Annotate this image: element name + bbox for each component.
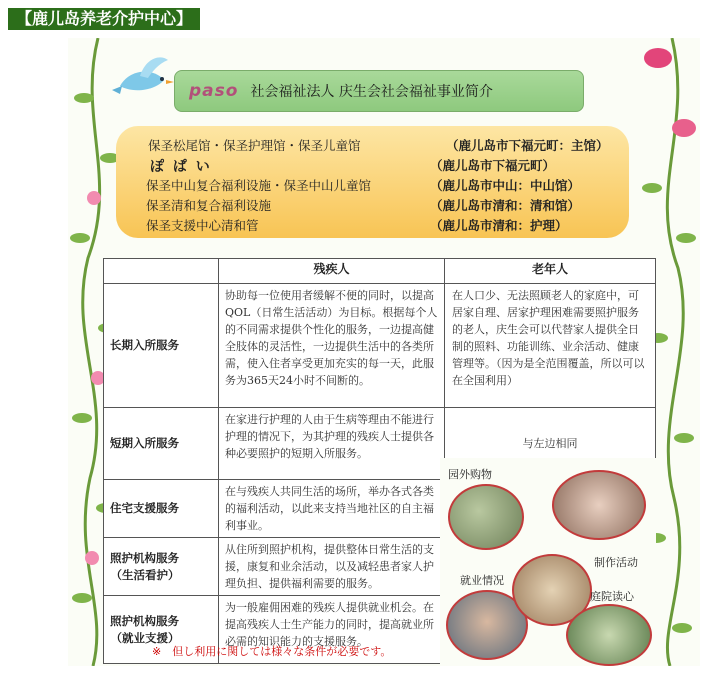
row-label: 短期入所服务 bbox=[104, 408, 219, 480]
bird-icon bbox=[110, 46, 180, 104]
disabled-service-desc: 协助每一位使用者缓解不便的同时，以提高QOL（日常生活活动）为目标。根据每个人的不同需求提供个性化的服务，一边提高健全肢体的灵活性，一边提供生活中的各类所需，使入住者享受更加充实的每一天，此服务为365天24小时不间断的。 bbox=[219, 284, 445, 408]
facility-location: （鹿儿岛市清和：护理） bbox=[430, 218, 568, 233]
shopping-photo bbox=[448, 484, 524, 550]
flyer bbox=[68, 38, 700, 666]
row-sublabel: （就业支援） bbox=[110, 630, 180, 645]
column-header bbox=[104, 259, 219, 284]
activity-photos bbox=[440, 458, 656, 666]
facility-row bbox=[116, 136, 629, 156]
footnote: ※ 但し利用に関しては様々な条件が必要です。 bbox=[152, 645, 392, 658]
disabled-service-desc: 从住所到照护机构，提供整体日常生活的支援，康复和业余活动，以及减轻患者家人护理负担、提供福利需要的服务。 bbox=[219, 538, 445, 596]
row-sublabel: （生活看护） bbox=[110, 567, 180, 582]
photo-caption: 制作活动 bbox=[594, 556, 638, 569]
facility-list bbox=[116, 126, 629, 238]
facility-name: 保圣中山复合福利设施・保圣中山儿童馆 bbox=[146, 178, 372, 193]
disabled-service-desc: 在与残疾人共同生活的场所，举办各式各类的福利活动，以此来支持当地社区的自主福利事业。 bbox=[219, 480, 445, 538]
facility-row bbox=[116, 196, 629, 216]
facility-name: 保圣松尾馆・保圣护理馆・保圣儿童馆 bbox=[148, 138, 361, 153]
page-header: 【鹿儿岛养老介护中心】 bbox=[8, 8, 200, 30]
facility-name: 保圣清和复合福利设施 bbox=[146, 198, 272, 213]
disabled-service-desc: 为一般雇佣困难的残疾人提供就业机会。在提高残疾人士生产能力的同时，提高就业所必需的知识能力的支援服务。 bbox=[219, 596, 445, 664]
elderly-service-desc: 在人口少、无法照顾老人的家庭中，可居家自理、居家护理困难需要照护服务的老人，庆生会可以代替家人提供全日制的照料、功能训练、业余活动、健康管理等。（因为是全范围覆盖，所以可以在全国利用） bbox=[445, 284, 656, 408]
row-label: 长期入所服务 bbox=[104, 284, 219, 408]
photo-caption: 庭院读心 bbox=[590, 590, 634, 603]
title-banner bbox=[174, 70, 584, 112]
disabled-service-desc: 在家进行护理的人由于生病等理由不能进行护理的情况下，为其护理的残疾人士提供各种必要照护的短期入所服务。 bbox=[219, 408, 445, 480]
photo-caption: 就业情况 bbox=[460, 574, 504, 587]
elderly-service-desc: 与左边相同 bbox=[445, 408, 656, 480]
facility-row bbox=[116, 216, 629, 236]
row-label: 照护机构服务 bbox=[110, 613, 179, 628]
row-label: 照护机构服务 bbox=[110, 550, 179, 565]
paso-logo: paso bbox=[189, 81, 239, 101]
facility-location: （鹿儿岛市下福元町） bbox=[430, 158, 556, 173]
facility-name: ぽ ぱ い bbox=[150, 159, 212, 175]
column-header-disabled: 残疾人 bbox=[219, 259, 445, 284]
facility-name: 保圣支援中心清和管 bbox=[146, 218, 259, 233]
column-header-elderly: 老年人 bbox=[445, 259, 656, 284]
banner-title: 社会福祉法人 庆生会社会福祉事业简介 bbox=[250, 84, 493, 100]
facility-location: （鹿儿岛市下福元町：主馆） bbox=[446, 138, 609, 153]
table-row bbox=[104, 284, 656, 408]
craft-photo bbox=[552, 470, 646, 540]
facility-location: （鹿儿岛市中山：中山馆） bbox=[430, 178, 581, 193]
row-label-cell bbox=[104, 538, 219, 596]
facility-row bbox=[116, 176, 629, 196]
facility-location: （鹿儿岛市清和：清和馆） bbox=[430, 198, 581, 213]
photo-caption: 园外购物 bbox=[448, 468, 492, 481]
facility-row bbox=[116, 156, 629, 176]
table-header-row bbox=[104, 259, 656, 284]
garden-photo bbox=[566, 604, 652, 666]
row-label: 住宅支援服务 bbox=[104, 480, 219, 538]
